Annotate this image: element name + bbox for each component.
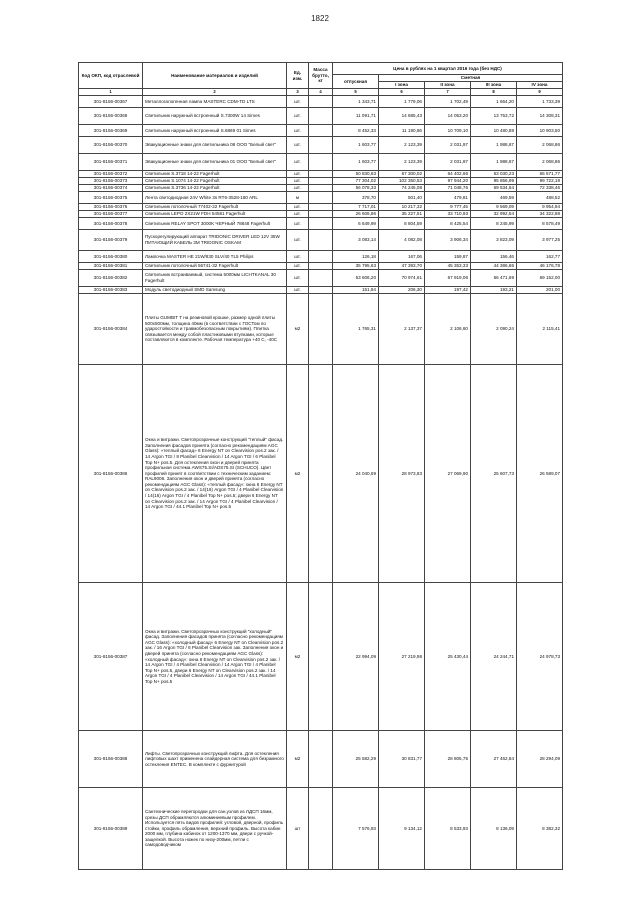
release-price: 50 830,63 (333, 171, 379, 178)
zone-4-price: 162,77 (517, 251, 563, 263)
zone-3-price: 8 245,99 (471, 218, 517, 230)
product-name: Пускорегулирующий аппарат TRIDONIC DRIVER LED 12V 35W ПИТАЮЩИЙ КАБЕЛЬ 3M TRIDONIC OSKAM (143, 230, 287, 251)
zone-4-price: 3 977,25 (517, 230, 563, 251)
unit: шт (287, 788, 309, 870)
table-row (79, 178, 563, 185)
zone-3-price: 24 244,71 (471, 583, 517, 731)
product-name: Светильник RELAY SPOT 3000K ЧЕРНЫЙ 78848 Fagerhult (143, 218, 287, 230)
zone-1-price: 14 685,43 (379, 108, 425, 125)
product-name: Светильник LEPO 2X21W FDH 54581 Fagerhult (143, 211, 287, 218)
column-number-row (79, 89, 563, 96)
product-name: Окна и витражи. Светопрозрачных конструкций "холодный" фасад. Заполнения фасадов принята (согласно рекомендациям AGC Glass): «холодный фасад» 6 Energy NT on Clearvision pos.2 зак. / 16 Argon TGI / 6 Planibel Clearvision зак. Заполнения окон и дверей принята (согласно рекомендациям AGC Glass): «холодный фасад»: окна 6 Energy NT on Clearvision pos.2 зак. / 14 Argon TGI / 4 Planibel Clearvision / 14 Argon TGI / 4 Planibel Top N+ pos.5, двери 6 Energy NT on Clearvision pos.2 зак. / 14 Argon TGI / 4 Planibel Clearvision / 14 Argon TGI / 44.1 Planibel Top N+ pos.5 (143, 583, 287, 731)
zone-4-price: 8 382,32 (517, 788, 563, 870)
product-code: 301-8156-00367 (79, 96, 143, 108)
zone-1-price: 11 190,86 (379, 125, 425, 137)
header-estimate: Сметная (379, 75, 563, 82)
zone-3-price: 32 992,54 (471, 211, 517, 218)
mass (309, 263, 333, 270)
mass (309, 185, 333, 192)
product-name: Светильник наружный встроенный S.7300W 14 Simes (143, 108, 287, 125)
table-row (79, 154, 563, 171)
product-name: Светильник потолочный 56741-32 Fagerhult (143, 263, 287, 270)
zone-1-price: 8 804,59 (379, 218, 425, 230)
product-code: 301-8156-00380 (79, 251, 143, 263)
unit: шт. (287, 137, 309, 154)
mass (309, 192, 333, 204)
zone-2-price: 2 106,60 (425, 294, 471, 365)
zone-4-price: 2 068,86 (517, 154, 563, 171)
table-body (79, 96, 563, 870)
product-name: Плиты GUMBIT T на резиновой крошке, размер одной плиты 500х500мм, толщина 40мм (в соответствии с ГОСТом по ударостойкости и травмобезопасным покрытиям). Плитка связывается между собой пластиковыми втулками, которые поставляются в комплекте. Рабочая температура +40 С, -40С (143, 294, 287, 365)
zone-3-price: 27 462,84 (471, 731, 517, 788)
zone-2-price: 64 402,66 (425, 171, 471, 178)
header-code: Код ОКП, код отраслевой (79, 63, 143, 89)
release-price: 22 994,09 (333, 583, 379, 731)
zone-4-price: 69 152,00 (517, 270, 563, 287)
product-code: 301-8156-00384 (79, 294, 143, 365)
product-code: 301-8156-00368 (79, 108, 143, 125)
zone-3-price: 8 136,09 (471, 788, 517, 870)
zone-2-price: 197,42 (425, 287, 471, 294)
product-code: 301-8156-00382 (79, 270, 143, 287)
column-number: 1 (79, 89, 143, 96)
column-number: 4 (309, 89, 333, 96)
page-number: 1822 (311, 14, 329, 23)
zone-2-price: 67 919,06 (425, 270, 471, 287)
column-number: 8 (471, 89, 517, 96)
zone-1-price: 206,30 (379, 287, 425, 294)
product-code: 301-8156-00386 (79, 365, 143, 583)
zone-3-price: 469,59 (471, 192, 517, 204)
zone-4-price: 26 589,07 (517, 365, 563, 583)
zone-3-price: 25 607,73 (471, 365, 517, 583)
release-price: 1 603,77 (333, 154, 379, 171)
zone-4-price: 201,00 (517, 287, 563, 294)
header-zone-1: I зона (379, 82, 425, 89)
product-code: 301-8156-00372 (79, 171, 143, 178)
zone-2-price: 71 048,76 (425, 185, 471, 192)
mass (309, 731, 333, 788)
zone-1-price: 2 137,37 (379, 294, 425, 365)
product-name: Модуль светодиодный SMD Samsung (143, 287, 287, 294)
column-number: 7 (425, 89, 471, 96)
zone-2-price: 3 906,34 (425, 230, 471, 251)
release-price: 53 606,20 (333, 270, 379, 287)
zone-3-price: 44 386,86 (471, 263, 517, 270)
product-name: Светильник S.3736 14-22 Fagerhult (143, 185, 287, 192)
zone-2-price: 25 430,44 (425, 583, 471, 731)
zone-1-price: 2 123,39 (379, 137, 425, 154)
table-row (79, 365, 563, 583)
zone-3-price: 193,21 (471, 287, 517, 294)
unit: шт. (287, 154, 309, 171)
table-row (79, 171, 563, 178)
mass (309, 96, 333, 108)
zone-1-price: 67 300,02 (379, 171, 425, 178)
unit: шт. (287, 270, 309, 287)
unit: шт. (287, 204, 309, 211)
table-row (79, 287, 563, 294)
table-row (79, 788, 563, 870)
zone-4-price: 8 578,49 (517, 218, 563, 230)
zone-3-price: 2 090,24 (471, 294, 517, 365)
release-price: 3 083,14 (333, 230, 379, 251)
zone-2-price: 14 053,20 (425, 108, 471, 125)
product-name: Сантехнические перегородки для сан.узлов из ЛДСП 16мм, срезы ДСП обрамляются алюминиевым профилем. Используется пять видов профилей: угловой, дверной, профиль стойки, профиль обрамления, верхний профиль. Высота кабин 2000 мм, глубина кабинок от 1200-1370 мм, двери с ручкой-защелкой. Высота ножек по низу-200мм, петли с самодоводчиком (143, 788, 287, 870)
unit: шт. (287, 178, 309, 185)
zone-3-price: 3 823,09 (471, 230, 517, 251)
product-name: Лампочка MASTER HE 21W/830 SLV/40 TL5 Philips (143, 251, 287, 263)
zone-1-price: 501,40 (379, 192, 425, 204)
table-row (79, 211, 563, 218)
product-name: Эвакуационные знаки для светильника 01 ООО "Белый свет" (143, 154, 287, 171)
zone-4-price: 9 954,94 (517, 204, 563, 211)
product-name: Светильник S.3718 14-22 Fagerhult (143, 171, 287, 178)
product-code: 301-8156-00377 (79, 211, 143, 218)
release-price: 1 603,77 (333, 137, 379, 154)
product-code: 301-8156-00375 (79, 192, 143, 204)
column-number: 9 (517, 89, 563, 96)
column-number: 5 (333, 89, 379, 96)
product-code: 301-8156-00387 (79, 583, 143, 731)
zone-1-price: 9 134,12 (379, 788, 425, 870)
header-price-group: Цена в рублях на 1 квартал 2016 года (без НДС) (333, 63, 563, 75)
release-price: 1 765,31 (333, 294, 379, 365)
release-price: 8 452,33 (333, 125, 379, 137)
zone-4-price: 34 322,88 (517, 211, 563, 218)
product-code: 301-8156-00388 (79, 731, 143, 788)
zone-1-price: 2 123,39 (379, 154, 425, 171)
table-row (79, 185, 563, 192)
unit: шт. (287, 171, 309, 178)
zone-2-price: 10 709,10 (425, 125, 471, 137)
product-code: 301-8156-00379 (79, 230, 143, 251)
zone-1-price: 47 393,70 (379, 263, 425, 270)
header-unit: Ед. изм. (287, 63, 309, 89)
product-name: Светильник S.1074 14-22 Fagerhult (143, 178, 287, 185)
zone-3-price: 63 030,23 (471, 171, 517, 178)
mass (309, 218, 333, 230)
table-row (79, 263, 563, 270)
zone-1-price: 1 779,06 (379, 96, 425, 108)
header-release-price: отпускная (333, 75, 379, 89)
mass (309, 108, 333, 125)
zone-1-price: 102 350,53 (379, 178, 425, 185)
mass (309, 365, 333, 583)
release-price: 35 795,63 (333, 263, 379, 270)
unit: шт. (287, 251, 309, 263)
product-code: 301-8156-00376 (79, 204, 143, 211)
release-price: 56 078,33 (333, 185, 379, 192)
product-name: Окна и витражи. Светопрозрачные конструкций "теплый" фасад. Заполнения фасадов принята (согласно рекомендациям AGC Glass): «теплый фасад» 6 Energy NT on Clearvision pos.2 зак. / 14 Argon TGI / 8 Planibel Clearvision / 14 Argon TGI / 6 Planibel Top N+ pos.5. Для остекления окон и дверей принята профильная система AWS75.SI/ADS75.SI (SCHUCO). Цвет профилей принят в соответствии с техническим заданием: RAL9006. Заполнения окон и дверей принята (согласно рекомендациям AGC Glass): «теплый фасад»: окна 6 Energy NT on Clearvision pos.2 зак. / 14(16) Argon TGI / 4 Planibel Clearvision / 14(16) Argon TGI / 4 Planibel Top N+ pos.5; двери 6 Energy NT on Clearvision pos.2 зак. / 14 Argon TGI / 4 Planibel Clearvision / 14 Argon TGI / 44.1 Planibel Top N+ pos.5 (143, 365, 287, 583)
table-row (79, 137, 563, 154)
release-price: 6 649,99 (333, 218, 379, 230)
zone-2-price: 159,87 (425, 251, 471, 263)
product-name: Эвакуационные знаки для светильника 08 ООО "Белый свет" (143, 137, 287, 154)
mass (309, 178, 333, 185)
zone-3-price: 156,46 (471, 251, 517, 263)
price-table (78, 62, 563, 870)
release-price: 7 576,93 (333, 788, 379, 870)
zone-2-price: 2 031,97 (425, 154, 471, 171)
release-price: 25 582,29 (333, 731, 379, 788)
release-price: 26 606,86 (333, 211, 379, 218)
table-row (79, 192, 563, 204)
table-row (79, 125, 563, 137)
mass (309, 230, 333, 251)
zone-2-price: 8 425,54 (425, 218, 471, 230)
unit: шт. (287, 218, 309, 230)
unit: шт. (287, 230, 309, 251)
zone-4-price: 2 068,86 (517, 137, 563, 154)
zone-2-price: 45 353,33 (425, 263, 471, 270)
unit: м2 (287, 294, 309, 365)
zone-2-price: 28 805,75 (425, 731, 471, 788)
mass (309, 154, 333, 171)
unit: шт. (287, 125, 309, 137)
table-row (79, 204, 563, 211)
product-code: 301-8156-00383 (79, 287, 143, 294)
release-price: 378,70 (333, 192, 379, 204)
zone-4-price: 488,52 (517, 192, 563, 204)
release-price: 151,84 (333, 287, 379, 294)
unit: м2 (287, 365, 309, 583)
zone-4-price: 46 176,78 (517, 263, 563, 270)
zone-3-price: 1 988,67 (471, 137, 517, 154)
zone-1-price: 30 831,77 (379, 731, 425, 788)
zone-2-price: 8 533,93 (425, 788, 471, 870)
zone-3-price: 10 480,88 (471, 125, 517, 137)
release-price: 126,18 (333, 251, 379, 263)
zone-2-price: 2 031,97 (425, 137, 471, 154)
header-mass: Масса брутто, кг (309, 63, 333, 89)
product-code: 301-8156-00374 (79, 185, 143, 192)
table-row (79, 108, 563, 125)
column-number: 6 (379, 89, 425, 96)
unit: шт. (287, 108, 309, 125)
unit: м2 (287, 583, 309, 731)
zone-1-price: 35 227,51 (379, 211, 425, 218)
zone-4-price: 10 903,50 (517, 125, 563, 137)
mass (309, 294, 333, 365)
zone-1-price: 74 245,08 (379, 185, 425, 192)
release-price: 11 091,71 (333, 108, 379, 125)
zone-4-price: 24 978,73 (517, 583, 563, 731)
table-row (79, 270, 563, 287)
column-number: 3 (287, 89, 309, 96)
zone-3-price: 1 664,20 (471, 96, 517, 108)
zone-2-price: 1 702,49 (425, 96, 471, 108)
unit: шт. (287, 287, 309, 294)
zone-1-price: 28 973,83 (379, 365, 425, 583)
product-code: 301-8156-00381 (79, 263, 143, 270)
zone-4-price: 65 571,77 (517, 171, 563, 178)
zone-3-price: 66 471,69 (471, 270, 517, 287)
table-row (79, 731, 563, 788)
zone-3-price: 13 753,72 (471, 108, 517, 125)
product-name: Металлогалогенная лампа MASTERC CDM-TD LTS (143, 96, 287, 108)
unit: шт. (287, 185, 309, 192)
zone-3-price: 95 856,99 (471, 178, 517, 185)
unit: м (287, 192, 309, 204)
column-number: 2 (143, 89, 287, 96)
release-price: 1 343,71 (333, 96, 379, 108)
table-row (79, 230, 563, 251)
zone-2-price: 479,81 (425, 192, 471, 204)
product-code: 301-8156-00378 (79, 218, 143, 230)
zone-2-price: 9 777,45 (425, 204, 471, 211)
mass (309, 251, 333, 263)
release-price: 24 040,69 (333, 365, 379, 583)
zone-4-price: 2 115,41 (517, 294, 563, 365)
product-name: Лента светодиодная 24V White 3s RT6-3528-180 ARL (143, 192, 287, 204)
product-code: 301-8156-00369 (79, 125, 143, 137)
table-row (79, 251, 563, 263)
release-price: 77 304,02 (333, 178, 379, 185)
mass (309, 125, 333, 137)
header-zone-2: II зона (425, 82, 471, 89)
product-code: 301-8156-00370 (79, 137, 143, 154)
table-row (79, 96, 563, 108)
mass (309, 287, 333, 294)
zone-2-price: 33 710,93 (425, 211, 471, 218)
zone-2-price: 27 069,90 (425, 365, 471, 583)
header-zone-4: IV зона (517, 82, 563, 89)
mass (309, 137, 333, 154)
zone-1-price: 4 082,08 (379, 230, 425, 251)
zone-4-price: 28 294,09 (517, 731, 563, 788)
zone-4-price: 14 308,31 (517, 108, 563, 125)
unit: шт. (287, 211, 309, 218)
product-code: 301-8156-00373 (79, 178, 143, 185)
unit: шт. (287, 96, 309, 108)
zone-4-price: 99 722,19 (517, 178, 563, 185)
table-row (79, 294, 563, 365)
mass (309, 270, 333, 287)
product-code: 301-8156-00389 (79, 788, 143, 870)
product-name: Лифты. Светопрозрачных конструкций лифта. Для остекления лифтовых шахт применена слайдерная система для безрамного остекления ENTEC. В комплекте с фурнитурой (143, 731, 287, 788)
table-row (79, 583, 563, 731)
zone-3-price: 69 534,64 (471, 185, 517, 192)
mass (309, 204, 333, 211)
product-name: Светильник встраиваемый, система 5000мм LICHTKANAL 30 Fagerhult (143, 270, 287, 287)
zone-3-price: 9 569,09 (471, 204, 517, 211)
product-code: 301-8156-00371 (79, 154, 143, 171)
zone-4-price: 1 733,39 (517, 96, 563, 108)
zone-3-price: 1 988,67 (471, 154, 517, 171)
product-name: Светильник потолочный 77402-22 Fagerhult (143, 204, 287, 211)
unit: шт. (287, 263, 309, 270)
zone-1-price: 27 219,98 (379, 583, 425, 731)
header-zone-3: III зона (471, 82, 517, 89)
table-row (79, 218, 563, 230)
zone-4-price: 72 338,46 (517, 185, 563, 192)
unit: м2 (287, 731, 309, 788)
mass (309, 583, 333, 731)
header-name: Наименование материалов и изделий (143, 63, 287, 89)
product-name: Светильник наружный встроенный S.6869 01 Simes (143, 125, 287, 137)
zone-1-price: 10 217,32 (379, 204, 425, 211)
mass (309, 171, 333, 178)
release-price: 7 717,01 (333, 204, 379, 211)
zone-1-price: 167,06 (379, 251, 425, 263)
mass (309, 211, 333, 218)
mass (309, 788, 333, 870)
zone-2-price: 97 944,20 (425, 178, 471, 185)
zone-1-price: 70 974,61 (379, 270, 425, 287)
